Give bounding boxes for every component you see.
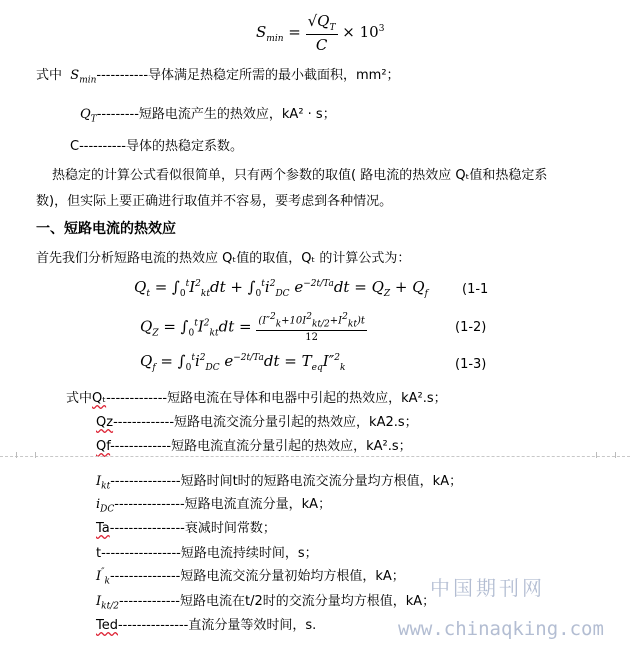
equation-number: (1-3) <box>455 357 487 372</box>
equation-1-3: $Q_f = \int_0^ti^2_{DC}$ $e^{-2t/Ta}dt = T_{eq}I''^2_k$ <box>140 352 346 373</box>
def-ikt-half: $I_{kt/2}-------------$短路电流在t/2时的交流分量均方根值，kA； <box>96 594 436 612</box>
def-smin: 式中 $S_{min}-----------$导体满足热稳定所需的最小截面积，mm²； <box>36 68 400 86</box>
equation-number: (1-1 <box>462 282 489 297</box>
page-break-marker <box>16 452 36 458</box>
def-qz: Qz-------------短路电流交流分量引起的热效应，kA2.s； <box>96 415 418 430</box>
paragraph-intro: 首先我们分析短路电流的热效应 Qₜ值的取值，Qₜ 的计算公式为： <box>36 251 411 266</box>
formula-fraction: $\frac{√Q_T}{C}$ <box>307 12 336 54</box>
def-ikt: $I_{kt}---------------$短路时间t时的短路电流交流分量均方根值，kA； <box>96 474 463 492</box>
def-ted: Ted---------------直流分量等效时间，s. <box>96 618 317 633</box>
paragraph-line: 热稳定的计算公式看似很简单，只有两个参数的取值( 路电流的热效应 Qₜ值和热稳定系 <box>52 168 548 183</box>
def-qf: Qf-------------短路电流直流分量引起的热效应，kA².s； <box>96 439 412 454</box>
def-ik-initial: $I''_k---------------$短路电流交流分量初始均方根值，kA； <box>96 567 405 587</box>
page-break-line <box>0 456 630 458</box>
paragraph-line: 数)，但实际上要正确进行取值并不容易，要考虑到各种情况。 <box>36 194 393 209</box>
formula-s-min: $S_{min}$ = $\frac{√Q_T}{C}$ × $10^3$ <box>256 12 385 54</box>
equation-1-2: $Q_Z = \int_0^tI^2_{kt}dt$ = $\frac{(I''^2_k+10I^2_{kt/2}+I^2_{kt})t}{12}$ <box>140 312 365 344</box>
def-ta: Ta----------------衰减时间常数； <box>96 521 276 536</box>
def-idc: $i_{DC}---------------$短路电流直流分量，kA； <box>96 497 332 515</box>
def-t: t-----------------短路电流持续时间，s； <box>96 546 318 561</box>
equation-1-1: $Q_t = \int_0^tI^2_{kt}dt + \int_0^ti^2_{DC}$ $e^{-2t/Ta}dt = Q_Z + Q_f$ <box>134 278 428 299</box>
section-heading: 一、短路电流的热效应 <box>36 221 176 237</box>
def-qt-heat: 式中Qₜ-------------短路电流在导体和电器中引起的热效应，kA².s； <box>66 391 447 406</box>
def-c: C----------导体的热稳定系数。 <box>70 139 243 154</box>
def-qt: $Q_T---------$短路电流产生的热效应，kA² · s； <box>80 107 336 125</box>
watermark-url: www.chinaqking.com <box>398 618 604 640</box>
equation-number: (1-2) <box>455 320 487 335</box>
watermark-cn: 中国期刊网 <box>430 576 545 600</box>
page-break-marker <box>596 452 616 458</box>
